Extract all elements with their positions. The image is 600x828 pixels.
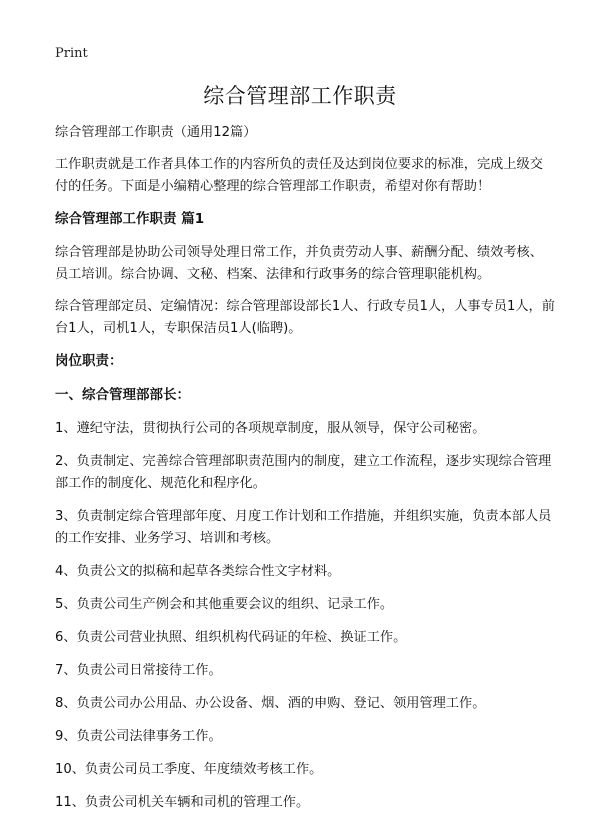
role-heading: 一、综合管理部部长： (55, 387, 190, 403)
section-heading: 综合管理部工作职责 篇1 (55, 211, 205, 227)
intro-paragraph: 工作职责就是工作者具体工作的内容所负的责任及达到岗位要求的标准，完成上级交付的任务。下面是小编精心整理的综合管理部工作职责，希望对你有帮助！ (55, 157, 543, 194)
section-paragraph-2: 综合管理部定员、定编情况：综合管理部设部长1人、行政专员1人，人事专员1人，前台1人，司机1人，专职保洁员1人(临聘)。 (55, 299, 555, 336)
list-item: 8、负责公司办公用品、办公设备、烟、酒的申购、登记、领用管理工作。 (55, 696, 486, 711)
list-item: 5、负责公司生产例会和其他重要会议的组织、记录工作。 (55, 597, 394, 612)
document-body (55, 122, 555, 825)
list-item: 11、负责公司机关车辆和司机的管理工作。 (55, 795, 310, 810)
document-subtitle: 综合管理部工作职责（通用12篇） (55, 125, 257, 140)
section-paragraph-1: 综合管理部是协助公司领导处理日常工作，并负责劳动人事、薪酬分配、绩效考核、员工培训。综合协调、文秘、档案、法律和行政事务的综合管理职能机构。 (55, 245, 543, 282)
list-item: 2、负责制定、完善综合管理部职责范围内的制度，建立工作流程，逐步实现综合管理部工作的制度化、规范化和程序化。 (55, 454, 552, 491)
duties-heading: 岗位职责： (55, 353, 123, 369)
list-item: 9、负责公司法律事务工作。 (55, 729, 222, 744)
list-item: 6、负责公司营业执照、组织机构代码证的年检、换证工作。 (55, 630, 407, 645)
list-item: 10、负责公司员工季度、年度绩效考核工作。 (55, 762, 323, 777)
print-label: Print (55, 46, 88, 61)
page-title: 综合管理部工作职责 (203, 84, 397, 108)
list-item: 3、负责制定综合管理部年度、月度工作计划和工作措施，并组织实施，负责本部人员的工作安排、业务学习、培训和考核。 (55, 509, 552, 546)
list-item: 4、负责公文的拟稿和起草各类综合性文字材料。 (55, 564, 341, 579)
list-item: 1、遵纪守法，贯彻执行公司的各项规章制度，服从领导，保守公司秘密。 (55, 421, 486, 436)
list-item: 7、负责公司日常接待工作。 (55, 663, 222, 678)
